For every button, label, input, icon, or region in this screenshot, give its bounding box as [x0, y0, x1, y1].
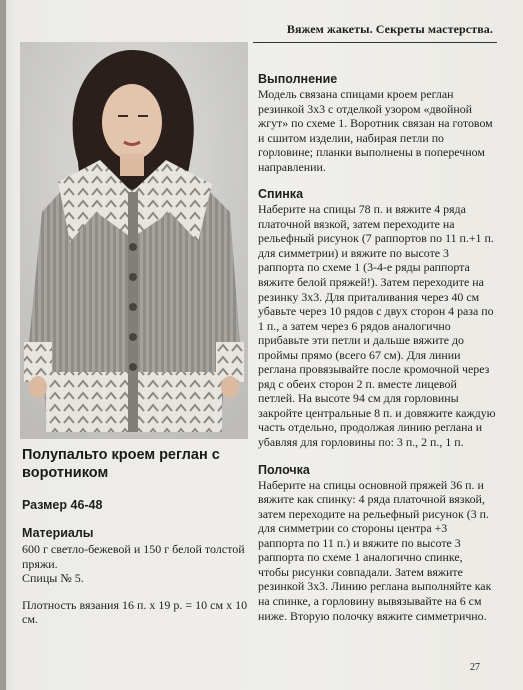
model-illustration: [20, 42, 248, 439]
materials-heading: Материалы: [22, 526, 94, 540]
materials-text: 600 г светло-бежевой и 150 г белой толстой пряжи.: [22, 542, 245, 571]
header-rule: [253, 42, 497, 43]
running-header: Вяжем жакеты. Секреты мастерства.: [286, 22, 493, 36]
section-back: [258, 187, 496, 449]
size-heading: Размер 46-48: [22, 498, 103, 512]
section-text: Модель связана спицами кроем реглан резинкой 3х3 с отделкой узором «двойной жгут» по схеме 1. Воротник связан на готовом и сшитом изделии, набирая петли по горловине; планки выполнены в поперечном направлении.: [258, 87, 493, 174]
section-heading: Полочка: [258, 462, 310, 477]
gauge-text: Плотность вязания 16 п. х 19 р. = 10 см х 10 см.: [22, 597, 248, 627]
section-heading: Выполнение: [258, 72, 338, 86]
model-photo: [20, 42, 248, 439]
section-text: Наберите на спицы 78 п. и вяжите 4 ряда платочной вязкой, затем переходите на рельефный рисунок (7 раппортов по 11 п.+1 п. для симметрии) и вяжите по высоте 3 раппорта по схеме 1 (3-4-е ряды раппорта вяжите белой пряжей!). Затем переходите на резинку 3х3. Для приталивания через 40 см убавьте через 10 рядов с двух сторон 4 раза по 1 п., а затем через 6 рядов аналогично прибавьте эти петли и дальше вяжите до проймы прямо (всего 67 см). Для линии реглана провязывайте после кромочной через ряд с обеих сторон 2 п. вместе лицевой петлей. На высоте 94 см для горловины закройте центральные 8 п. и довяжите каждую часть отдельно, продолжая линию реглана и убавляя для горловины по: 3 п., 2 п., 1 п.: [258, 202, 496, 450]
instructions-column: [258, 72, 496, 636]
section-execution: [258, 72, 496, 174]
pattern-summary: [22, 446, 250, 627]
pattern-title: Полупальто кроем реглан с воротником: [22, 447, 220, 481]
page-number: 27: [470, 662, 480, 673]
section-text: Наберите на спицы основной пряжей 36 п. и вяжите как спинку: 4 ряда платочной вязкой, затем переходите на рельефный рисунок (3 п. для симметрии со стороны центра +3 раппорта по 11 п.) и вяжите по высоте 3 раппорта по схеме 1 аналогично спинке, чтобы рисунки совпадали. Затем вяжите резинкой 3х3. Линию реглана выполняйте как на спинке, а горловину вывязывайте на 6 см ниже. Вторую полочку вяжите симметрично.: [258, 477, 492, 623]
section-heading: Спинка: [258, 187, 304, 202]
needles-text: Спицы № 5.: [22, 571, 84, 586]
page-spine-shadow: [0, 0, 6, 690]
section-front: [258, 463, 496, 623]
